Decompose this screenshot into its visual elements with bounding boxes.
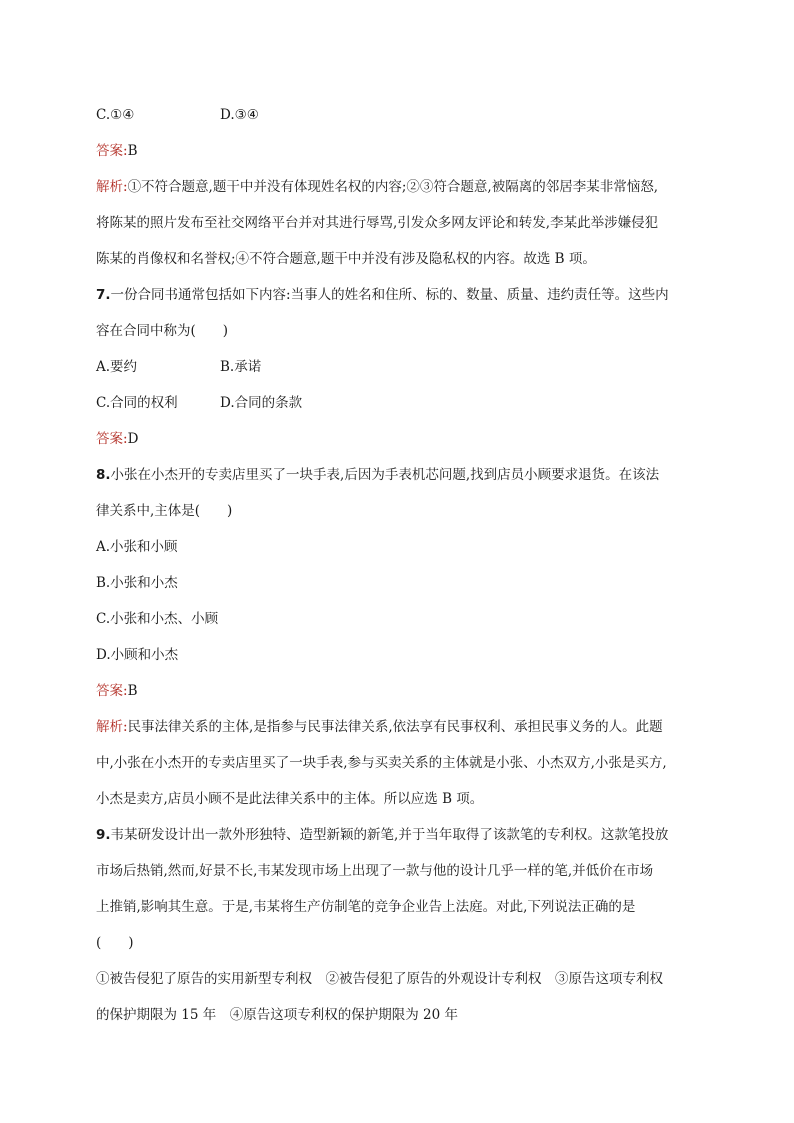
q7-option-b: B.承诺 <box>220 359 262 375</box>
q9-number: 9. <box>96 827 111 843</box>
q7-option-a: A.要约 <box>96 359 138 375</box>
q8-option-b: B.小张和小杰 <box>96 575 178 591</box>
q7-options-row-1 <box>96 358 262 376</box>
q9-stem-text-1: 韦某研发设计出一款外形独特、造型新颖的新笔,并于当年取得了该款笔的专利权。这款笔投放 <box>110 827 669 843</box>
q8-analysis-label: 解析: <box>96 719 128 735</box>
q7-stem-line-1 <box>96 286 669 304</box>
q6-answer <box>96 142 137 160</box>
q7-option-c: C.合同的权利 <box>96 395 178 411</box>
q9-choice-line-2: 的保护期限为 15 年 ④原告这项专利权的保护期限为 20 年 <box>96 1007 459 1023</box>
q7-stem-line-2: 容在合同中称为( ) <box>96 323 229 339</box>
q8-stem-text-1: 小张在小杰开的专卖店里买了一块手表,后因为手表机芯问题,找到店员小顾要求退货。在该法 <box>110 467 660 483</box>
q6-options-row <box>96 106 259 124</box>
q7-answer <box>96 430 138 448</box>
q9-choice-line-1: ①被告侵犯了原告的实用新型专利权 ②被告侵犯了原告的外观设计专利权 ③原告这项专利权 <box>96 971 663 987</box>
q8-answer-value: B <box>127 683 138 699</box>
q8-analysis-line-3: 小杰是卖方,店员小顾不是此法律关系中的主体。所以应选 B 项。 <box>96 791 484 807</box>
q8-analysis-text-1: 民事法律关系的主体,是指参与民事法律关系,依法享有民事权利、承担民事义务的人。此题 <box>127 719 663 735</box>
q6-option-c: C.①④ <box>96 107 135 123</box>
q7-stem-text-1: 一份合同书通常包括如下内容:当事人的姓名和住所、标的、数量、质量、违约责任等。这些内 <box>110 287 669 303</box>
q8-option-c: C.小张和小杰、小顾 <box>96 611 219 627</box>
q8-answer <box>96 682 137 700</box>
q6-analysis-line-1 <box>96 178 658 196</box>
q9-stem-line-1 <box>96 826 668 844</box>
q6-option-d: D.③④ <box>220 107 259 123</box>
q9-stem-line-3: 上推销,影响其生意。于是,韦某将生产仿制笔的竞争企业告上法庭。对此,下列说法正确的是 <box>96 899 636 915</box>
q6-answer-value: B <box>127 143 138 159</box>
q8-option-a: A.小张和小顾 <box>96 539 178 555</box>
q7-options-row-2 <box>96 394 303 412</box>
q6-answer-label: 答案: <box>96 143 128 159</box>
q8-stem-line-1 <box>96 466 659 484</box>
q8-analysis-line-2: 中,小张在小杰开的专卖店里买了一块手表,参与买卖关系的主体就是小张、小杰双方,小张是买方, <box>96 755 667 771</box>
q7-option-d: D.合同的条款 <box>220 395 303 411</box>
q9-stem-line-2: 市场后热销,然而,好景不长,韦某发现市场上出现了一款与他的设计几乎一样的笔,并低价在市场 <box>96 863 654 879</box>
q9-stem-line-4: ( ) <box>96 935 134 951</box>
q6-analysis-line-2: 将陈某的照片发布至社交网络平台并对其进行辱骂,引发众多网友评论和转发,李某此举涉嫌侵犯 <box>96 215 659 231</box>
q7-answer-value: D <box>127 431 139 447</box>
q8-number: 8. <box>96 467 111 483</box>
q8-answer-label: 答案: <box>96 683 128 699</box>
q8-stem-line-2: 律关系中,主体是( ) <box>96 503 233 519</box>
q8-option-d: D.小顾和小杰 <box>96 647 179 663</box>
q6-analysis-line-3: 陈某的肖像权和名誉权;④不符合题意,题干中并没有涉及隐私权的内容。故选 B 项。 <box>96 251 596 267</box>
q7-number: 7. <box>96 287 111 303</box>
q6-analysis-label: 解析: <box>96 179 128 195</box>
q8-analysis-line-1 <box>96 718 663 736</box>
q7-answer-label: 答案: <box>96 431 128 447</box>
q6-analysis-text-1: ①不符合题意,题干中并没有体现姓名权的内容;②③符合题意,被隔离的邻居李某非常恼怒, <box>127 179 658 195</box>
